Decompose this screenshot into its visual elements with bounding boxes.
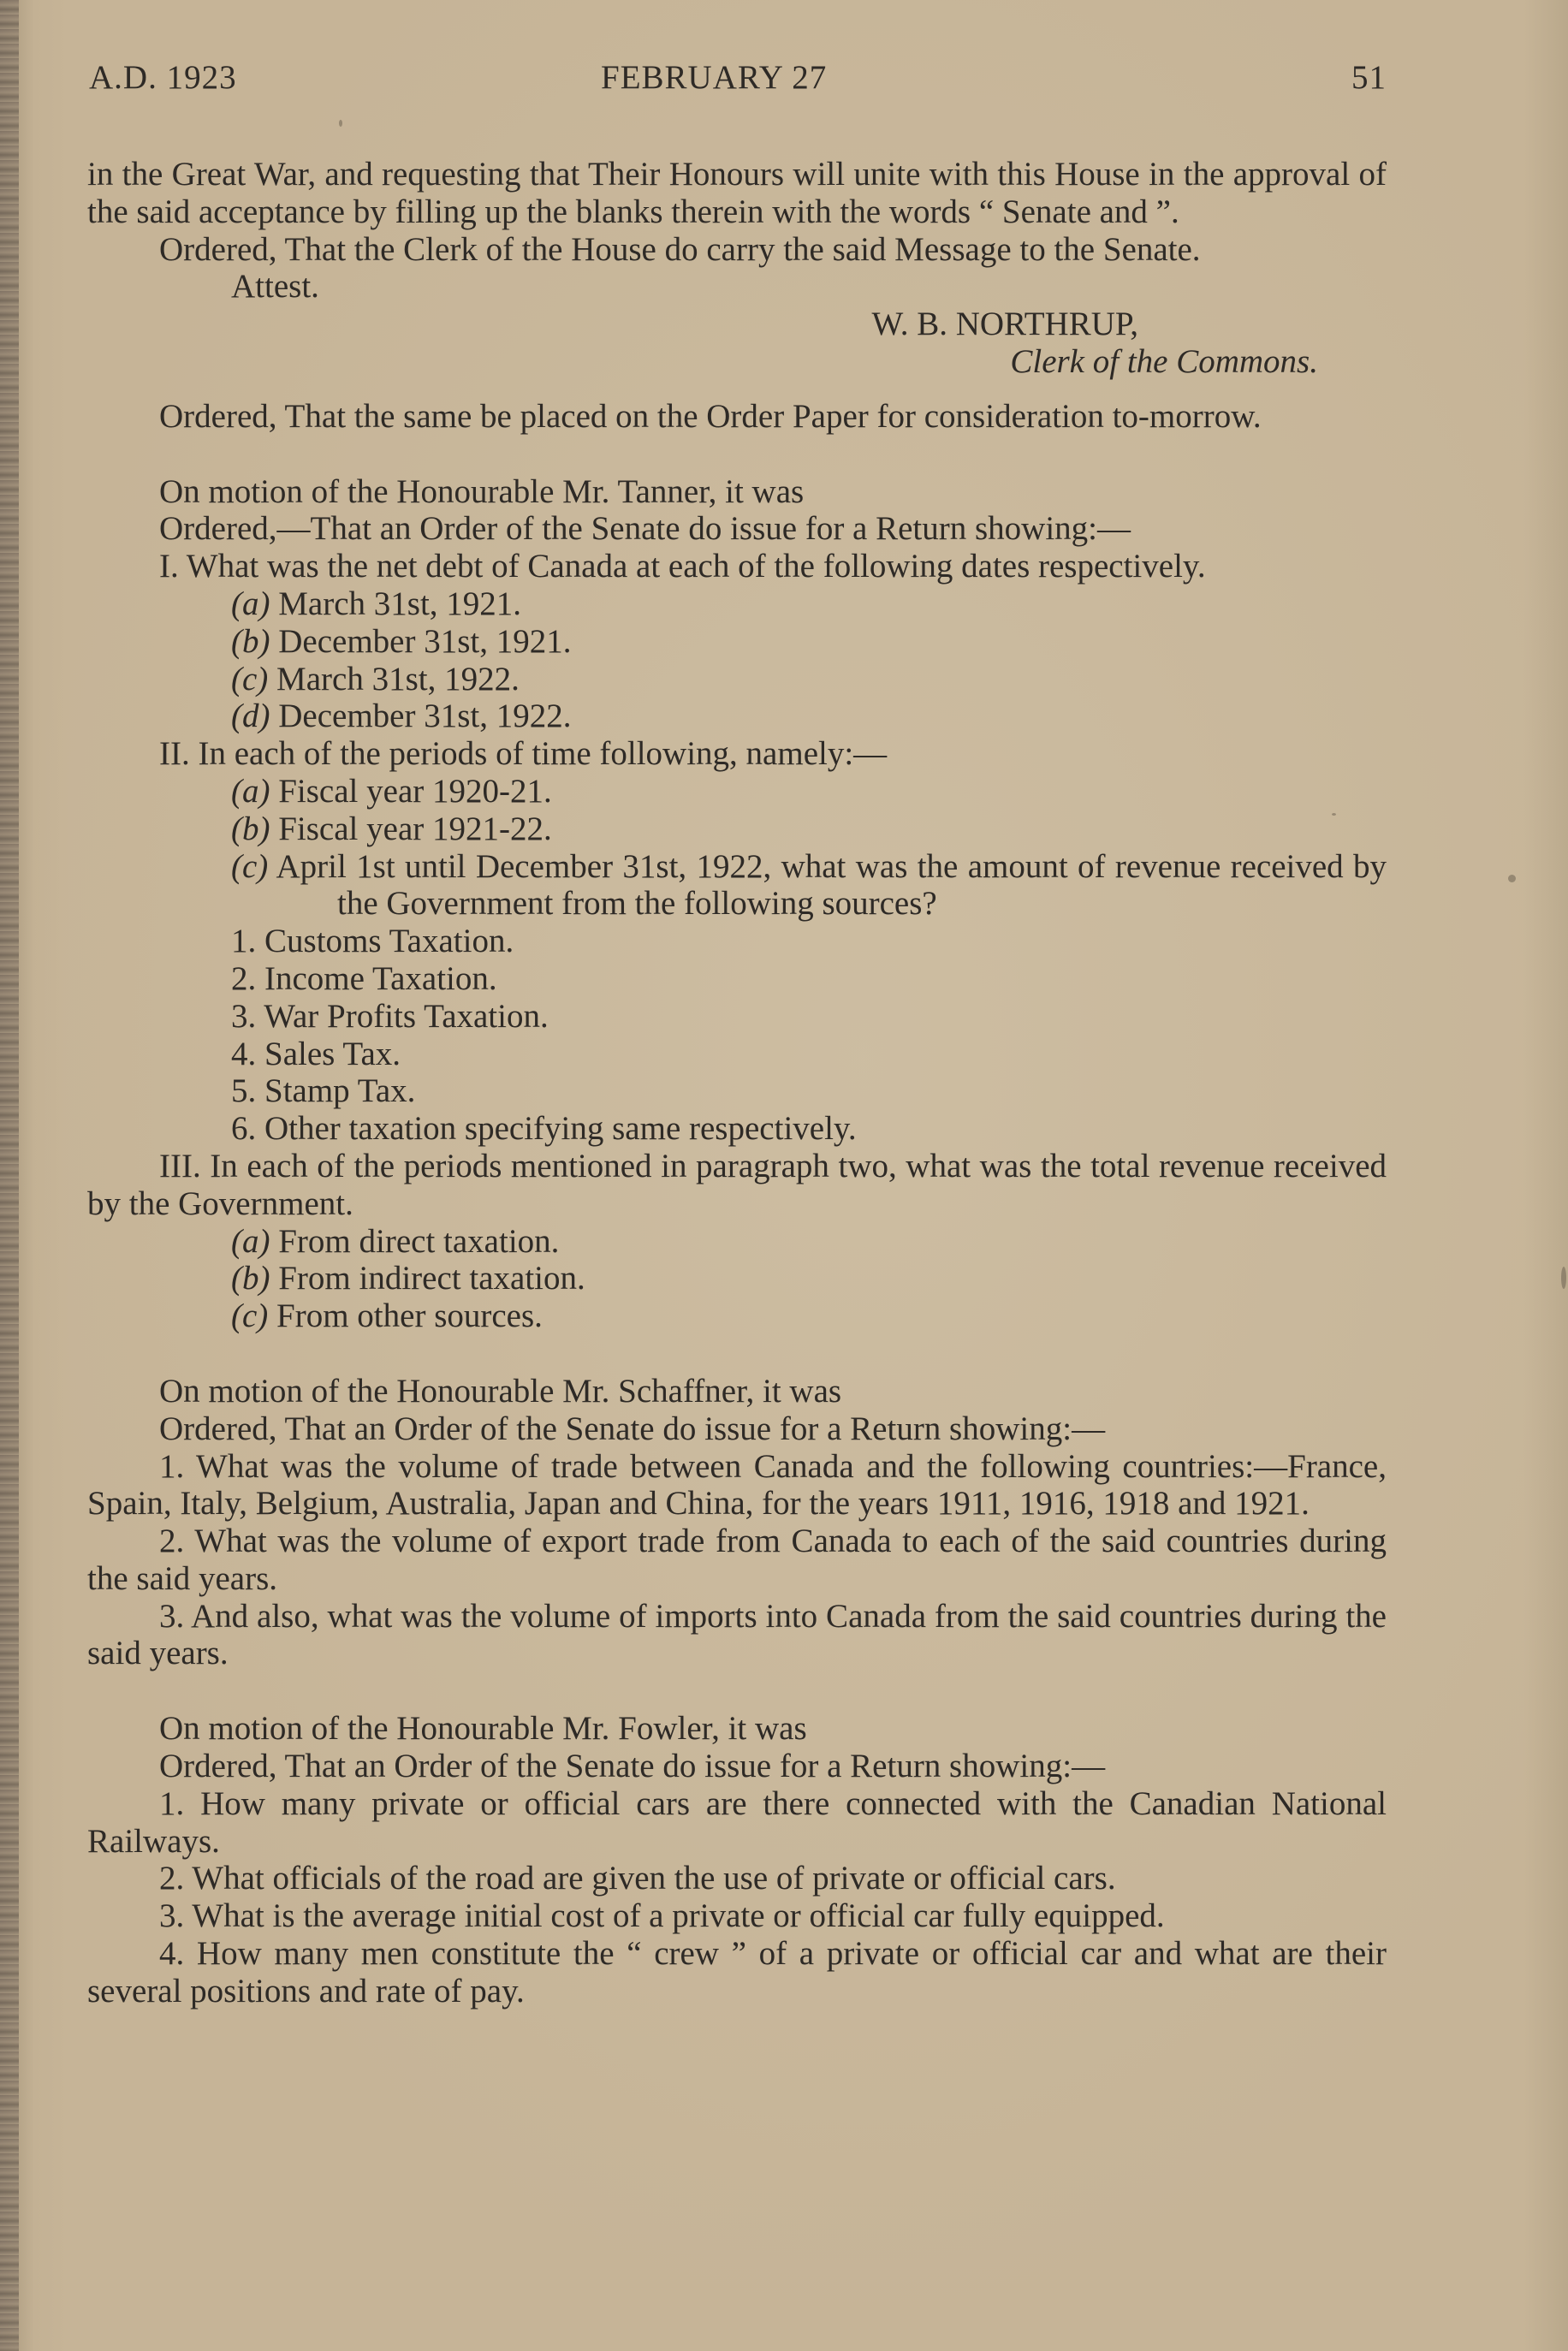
header-year: A.D. 1923 [89,59,237,96]
item-label: (b) [231,810,270,847]
continued-paragraph: in the Great War, and requesting that Their Honours will unite with this House in the approval of the said acceptance by filling up the blanks therein with the words “ Senate and ”. [87,156,1387,230]
item-text: March 31st, 1921. [278,585,522,622]
list-item [87,810,1387,848]
motion-item: 4. How many men constitute the “ crew ” of a private or official car and what are their several positions and rate of pay. [87,1935,1387,2010]
item-text: From other sources. [276,1297,543,1335]
item-label: (c) [231,847,269,885]
source-item: 2. Income Taxation. [231,959,497,997]
motion-fowler [87,1710,1387,2010]
item-label: (b) [231,622,270,660]
paper-speck [339,120,342,127]
item-text: Fiscal year 1920-21. [278,772,552,810]
list-item [87,698,1387,735]
motion-item: 1. What was the volume of trade between Canada and the following countries:—France, Spain, Italy, Belgium, Australia, Japan and China, for the years 1911, 1916, 1918 and 1921. [87,1447,1387,1523]
list-item [87,661,1387,698]
item-text: From indirect taxation. [278,1260,585,1297]
motion-ordered: Ordered, That an Order of the Senate do issue for a Return showing:— [159,1748,1106,1785]
question-three: III. In each of the periods mentioned in paragraph two, what was the total revenue received by the Government. [87,1147,1387,1222]
item-text: Fiscal year 1921-22. [278,810,552,847]
motion-item: 2. What was the volume of export trade from Canada to each of the said countries during the said years. [87,1523,1387,1597]
item-label: (a) [231,585,270,622]
motion-item: 1. How many private or official cars are there connected with the Canadian National Railways. [87,1784,1387,1860]
binding-edge [0,0,19,2351]
list-item [87,773,1387,810]
header-date: FEBRUARY 27 [601,59,828,96]
signature-name: W. B. NORTHRUP, [871,306,1138,343]
motion-ordered: Ordered,—That an Order of the Senate do issue for a Return showing:— [159,510,1131,548]
item-text: December 31st, 1922. [278,698,572,735]
source-item: 1. Customs Taxation. [231,923,514,960]
source-item: 3. War Profits Taxation. [231,997,549,1035]
motion-tanner [87,473,1387,1335]
paper-speck [1508,875,1516,882]
motion-intro: On motion of the Honourable Mr. Tanner, it was [159,472,805,510]
question-two: II. In each of the periods of time following, namely:— [159,735,888,773]
list-item [87,1223,1387,1261]
item-text: December 31st, 1921. [278,622,572,660]
list-item [87,623,1387,661]
order-paper-paragraph: Ordered, That the same be placed on the Order Paper for consideration to-morrow. [159,397,1262,435]
list-item [87,1260,1387,1297]
motion-schaffner [87,1373,1387,1672]
source-item: 4. Sales Tax. [231,1035,401,1072]
list-item [87,848,1387,923]
item-text: From direct taxation. [278,1222,560,1260]
source-item: 6. Other taxation specifying same respectively. [231,1110,857,1148]
item-label: (c) [231,1297,269,1335]
page-body [87,156,1387,2010]
attest-line: Attest. [231,268,319,306]
motion-item: 3. And also, what was the volume of imports into Canada from the said countries during the said years. [87,1597,1387,1672]
motion-intro: On motion of the Honourable Mr. Schaffner, it was [159,1372,842,1410]
question-one: I. What was the net debt of Canada at each of the following dates respectively. [159,548,1206,585]
item-label: (c) [231,660,269,698]
page-number: 51 [1351,59,1387,96]
item-label: (d) [231,698,270,735]
list-item [87,1297,1387,1335]
motion-intro: On motion of the Honourable Mr. Fowler, it was [159,1710,807,1748]
signature-title: Clerk of the Commons. [1010,342,1318,380]
clerk-order-paragraph: Ordered, That the Clerk of the House do carry the said Message to the Senate. [159,230,1201,268]
motion-item: 2. What officials of the road are given the use of private or official cars. [159,1860,1116,1897]
list-item [87,585,1387,623]
paper-speck [1561,1267,1566,1289]
source-item: 5. Stamp Tax. [231,1072,416,1110]
item-label: (a) [231,1222,270,1260]
item-text: March 31st, 1922. [276,660,520,698]
running-header [89,58,1387,101]
motion-item: 3. What is the average initial cost of a private or official car fully equipped. [159,1897,1165,1935]
item-text: April 1st until December 31st, 1922, what was the amount of revenue received by the Government from the following sources? [276,847,1387,923]
item-label: (a) [231,772,270,810]
motion-ordered: Ordered, That an Order of the Senate do issue for a Return showing:— [159,1410,1106,1447]
item-label: (b) [231,1260,270,1297]
